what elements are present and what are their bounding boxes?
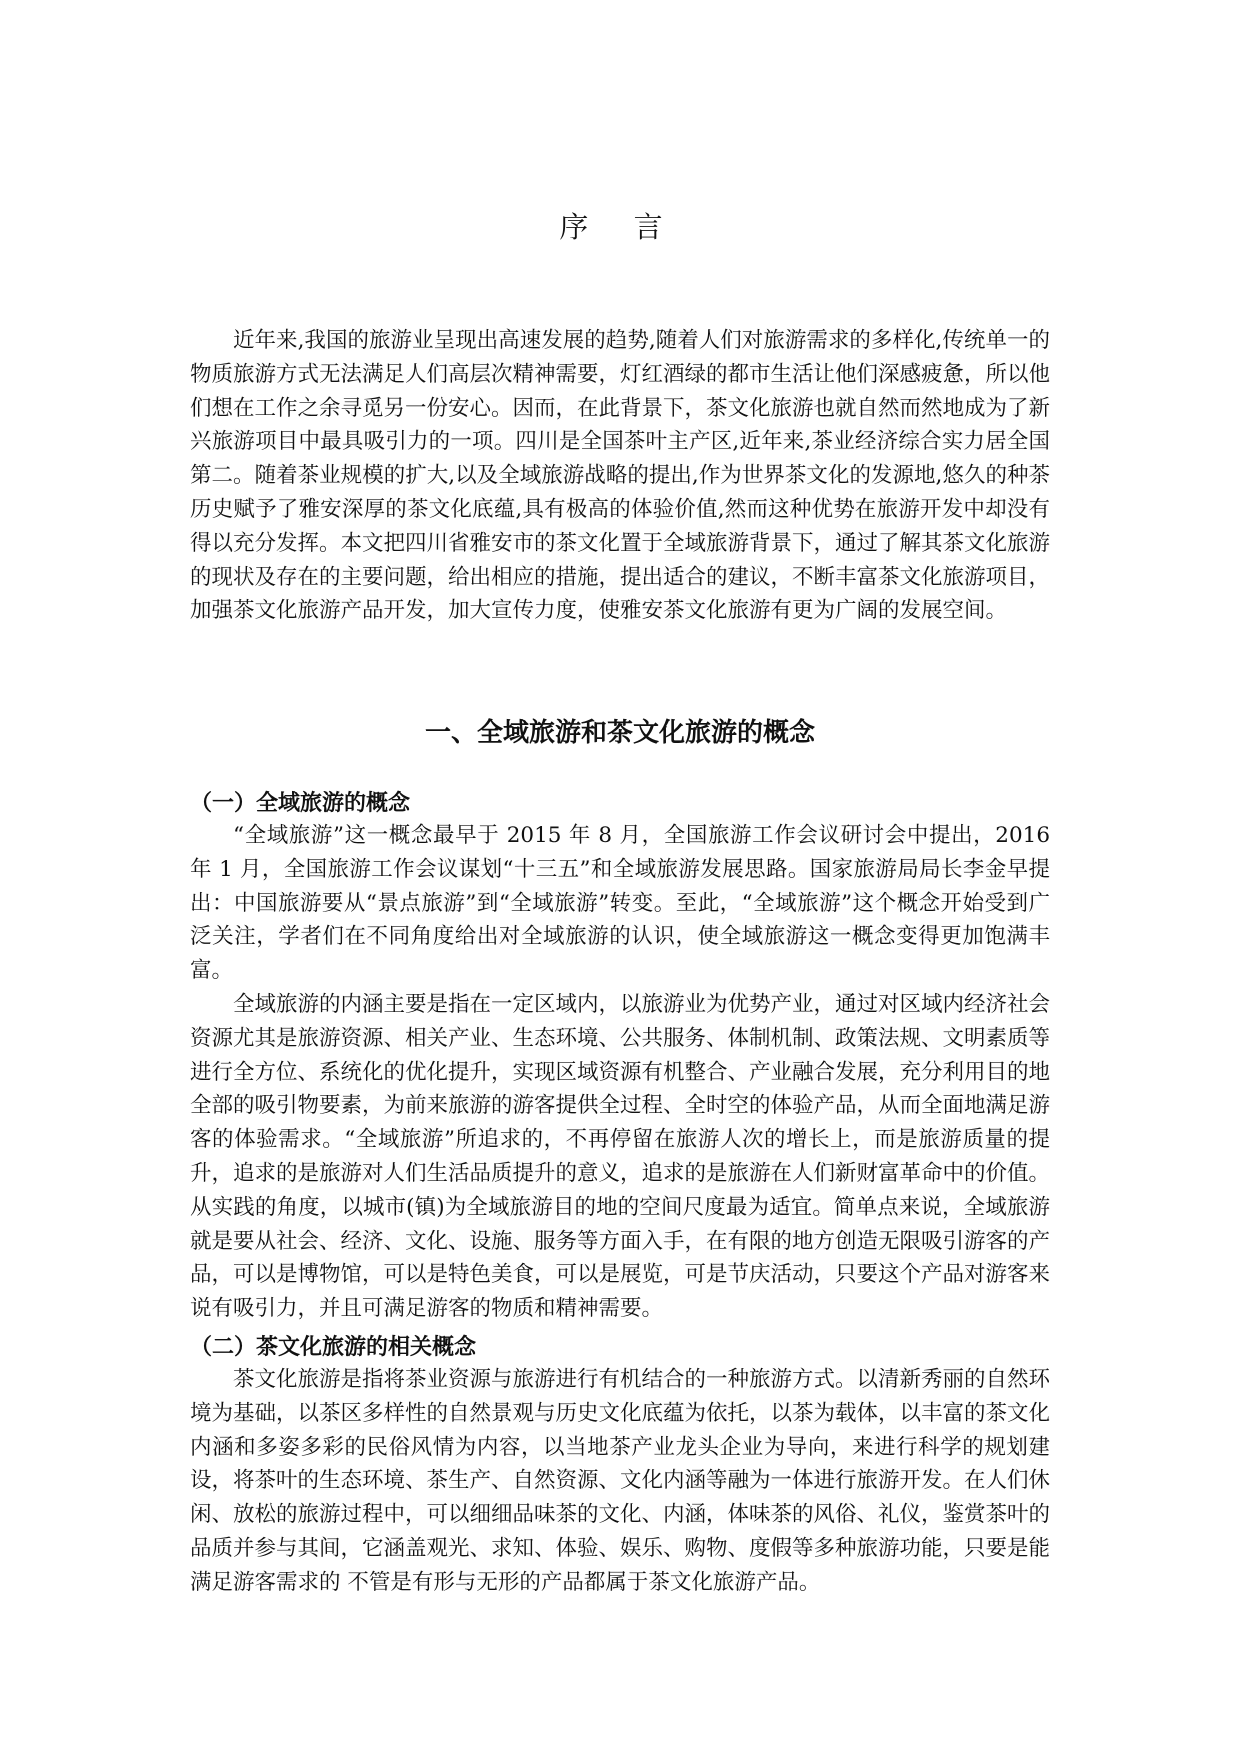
section-heading: 一、全域旅游和茶文化旅游的概念 (424, 718, 815, 748)
paragraph: “全域旅游”这一概念最早于 2015 年 8 月，全国旅游工作会议研讨会中提出，2016 年 1 月，全国旅游工作会议谋划“十三五”和全域旅游发展思路。国家旅游局局长李金早提出：中国旅游要从“景点旅游”到“全域旅游”转变。至此，“全域旅游”这个概念开始受到广泛关注，学者们在不同角度给出对全域旅游的认识，使全域旅游这一概念变得更加饱满丰富。 (190, 823, 1050, 984)
preface-title: 序 言 (559, 210, 681, 244)
subsection-body-1 (190, 819, 1050, 1326)
subsection-heading-2: （二）茶文化旅游的相关概念 (190, 1335, 477, 1360)
paragraph: 全域旅游的内涵主要是指在一定区域内，以旅游业为优势产业，通过对区域内经济社会资源尤其是旅游资源、相关产业、生态环境、公共服务、体制机制、政策法规、文明素质等进行全方位、系统化的优化提升，实现区域资源有机整合、产业融合发展，充分利用目的地全部的吸引物要素，为前来旅游的游客提供全过程、全时空的体验产品，从而全面地满足游客的体验需求。“全域旅游”所追求的，不再停留在旅游人次的增长上，而是旅游质量的提升，追求的是旅游对人们生活品质提升的意义，追求的是旅游在人们新财富革命中的价值。从实践的角度，以城市(镇)为全域旅游目的地的空间尺度最为适宜。简单点来说，全域旅游就是要从社会、经济、文化、设施、服务等方面入手，在有限的地方创造无限吸引游客的产品，可以是博物馆，可以是特色美食，可以是展览，可是节庆活动，只要这个产品对游客来说有吸引力，并且可满足游客的物质和精神需要。 (190, 991, 1051, 1322)
subsection-body-2 (190, 1363, 1050, 1600)
paragraph: 茶文化旅游是指将茶业资源与旅游进行有机结合的一种旅游方式。以清新秀丽的自然环境为基础，以茶区多样性的自然景观与历史文化底蕴为依托，以茶为载体，以丰富的茶文化内涵和多姿多彩的民俗风情为内容，以当地茶产业龙头企业为导向，来进行科学的规划建设，将茶叶的生态环境、茶生产、自然资源、文化内涵等融为一体进行旅游开发。在人们休闲、放松的旅游过程中，可以细细品味茶的文化、内涵，体味茶的风俗、礼仪，鉴赏茶叶的品质并参与其间，它涵盖观光、求知、体验、娱乐、购物、度假等多种旅游功能，只要是能满足游客需求的 不管是有形与无形的产品都属于茶文化旅游产品。 (190, 1367, 1051, 1595)
subsection-heading-1: （一）全域旅游的概念 (190, 791, 411, 816)
preface-paragraph: 近年来,我国的旅游业呈现出高速发展的趋势,随着人们对旅游需求的多样化,传统单一的物质旅游方式无法满足人们高层次精神需要，灯红酒绿的都市生活让他们深感疲惫，所以他们想在工作之余寻觅另一份安心。因而，在此背景下，茶文化旅游也就自然而然地成为了新兴旅游项目中最具吸引力的一项。四川是全国茶叶主产区,近年来,茶业经济综合实力居全国第二。随着茶业规模的扩大,以及全域旅游战略的提出,作为世界茶文化的发源地,悠久的种茶历史赋予了雅安深厚的茶文化底蕴,具有极高的体验价值,然而这种优势在旅游开发中却没有得以充分发挥。本文把四川省雅安市的茶文化置于全域旅游背景下，通过了解其茶文化旅游的现状及存在的主要问题，给出相应的措施，提出适合的建议，不断丰富茶文化旅游项目，加强茶文化旅游产品开发，加大宣传力度，使雅安茶文化旅游有更为广阔的发展空间。 (190, 328, 1051, 624)
preface-body (190, 324, 1050, 628)
